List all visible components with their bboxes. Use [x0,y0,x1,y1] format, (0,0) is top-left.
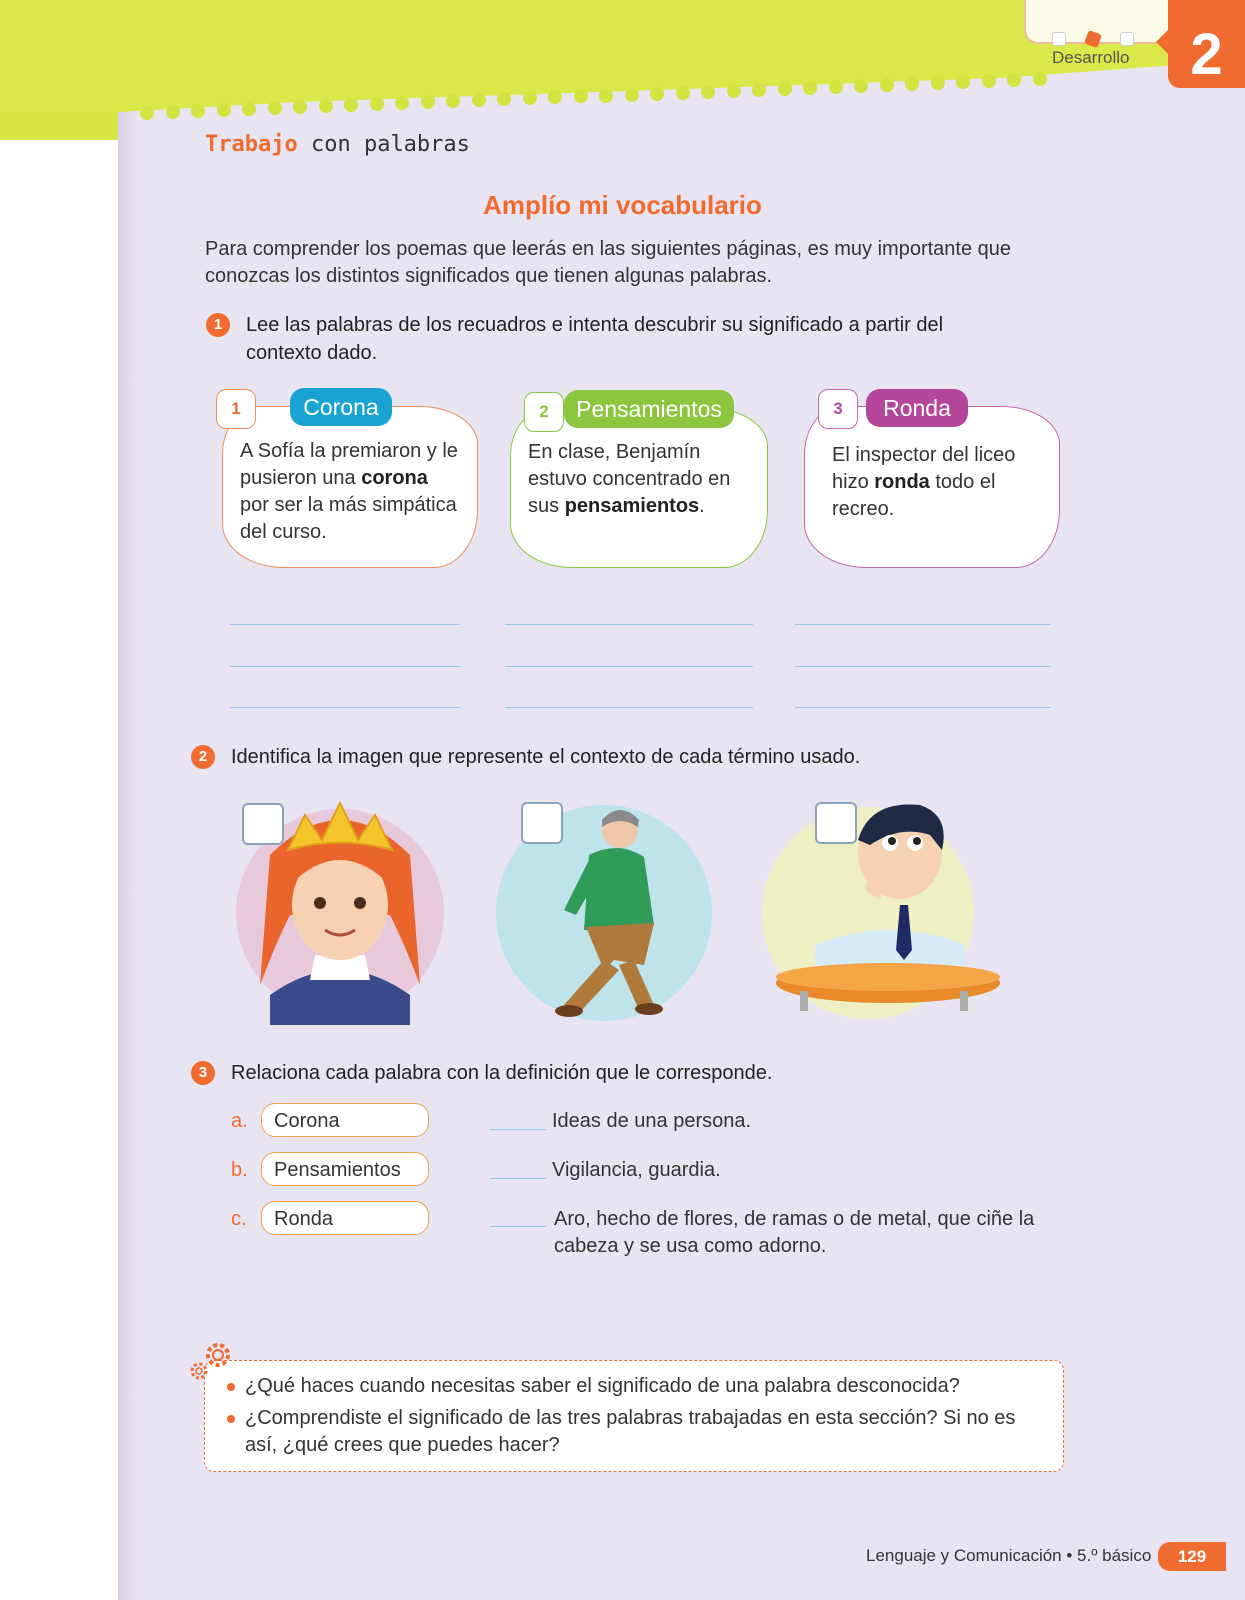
answer-line[interactable] [795,707,1051,708]
notebook-hole [421,95,435,109]
notebook-hole [370,97,384,111]
notebook-hole [829,80,843,94]
chapter-notch [1156,30,1168,54]
tab-dot [1052,32,1066,46]
section-title-bold: Trabajo [205,132,298,157]
reflection-item: ¿Comprendiste el significado de las tres palabras trabajadas en esta sección? Si no es así, ¿qué crees que puedes hacer? [229,1405,1049,1459]
sheet-edge [118,40,136,1600]
tab-dot [1120,32,1134,46]
notebook-hole [523,91,537,105]
notebook-hole [854,79,868,93]
answer-line[interactable] [230,666,460,667]
intro-paragraph: Para comprender los poemas que leerás en las siguientes páginas, es muy importante que conozcas los distintos significados que tienen algunas palabras. [205,238,1012,287]
section-label: Desarrollo [1052,48,1130,67]
card-number: 3 [818,389,858,429]
question-number: 2 [191,745,215,769]
notebook-hole [650,87,664,101]
notebook-hole [803,81,817,95]
question-text: Relaciona cada palabra con la definición que le corresponde. [231,1062,773,1084]
item-letter: b. [231,1159,248,1181]
answer-line[interactable] [505,666,753,667]
notebook-hole [727,84,741,98]
answer-line[interactable] [795,624,1051,625]
notebook-hole [1033,72,1047,86]
card-number: 2 [524,392,564,432]
notebook-hole [574,89,588,103]
word-pill-ronda: Ronda [261,1201,429,1235]
definition-text: Vigilancia, guardia. [552,1159,721,1181]
notebook-hole [268,101,282,115]
answer-line[interactable] [505,707,753,708]
notebook-hole [625,88,639,102]
notebook-hole [701,85,715,99]
card-number: 1 [216,389,256,429]
notebook-hole [676,86,690,100]
notebook-hole [599,89,613,103]
answer-line[interactable] [505,624,753,625]
page-title: Amplío mi vocabulario [483,190,762,220]
notebook-hole [752,83,766,97]
image-checkbox-3[interactable] [815,802,857,844]
notebook-hole [166,105,180,119]
notebook-hole [982,74,996,88]
answer-line[interactable] [795,666,1051,667]
notebook-hole [956,75,970,89]
section-title-rest: con palabras [310,132,470,157]
definition-text: Ideas de una persona. [552,1110,752,1132]
notebook-hole [880,78,894,92]
notebook-hole [140,106,154,120]
match-answer-line[interactable] [490,1129,546,1130]
image-checkbox-2[interactable] [521,802,563,844]
notebook-hole [905,77,919,91]
word-pill-corona: Corona [261,1103,429,1137]
match-answer-line[interactable] [490,1178,546,1179]
definition-text: Aro, hecho de flores, de ramas o de metal, que ciñe la cabeza y se usa como adorno. [554,1208,1035,1257]
item-letter: a. [231,1110,248,1132]
notebook-hole [1007,73,1021,87]
match-answer-line[interactable] [490,1226,546,1227]
word-tag-corona: Corona [290,388,392,426]
boy-thinking-illustration [760,795,990,1025]
page-number: 129 [1158,1542,1226,1571]
section-title [205,132,470,157]
notebook-hole [217,103,231,117]
question-number: 3 [191,1061,215,1085]
item-letter: c. [231,1208,247,1230]
gears-icon [188,1340,236,1384]
card-text: El inspector del liceo hizo ronda todo el recreo. [832,444,1016,520]
chapter-number: 2 [1168,0,1245,88]
word-tag-pensamientos: Pensamientos [564,390,734,428]
notebook-hole [242,102,256,116]
reflection-box [204,1360,1064,1472]
answer-line[interactable] [230,707,460,708]
word-pill-pensamientos: Pensamientos [261,1152,429,1186]
notebook-hole [931,76,945,90]
question-text: Identifica la imagen que represente el contexto de cada término usado. [231,746,861,768]
answer-line[interactable] [230,624,460,625]
footer-subject: Lenguaje y Comunicación • 5.º básico [866,1546,1152,1565]
question-number: 1 [206,313,230,337]
notebook-hole [319,99,333,113]
notebook-hole [191,104,205,118]
word-tag-ronda: Ronda [866,389,968,427]
notebook-hole [472,93,486,107]
reflection-item: ¿Qué haces cuando necesitas saber el significado de una palabra desconocida? [229,1373,1049,1400]
card-text: En clase, Benjamín estuvo concentrado en sus pensamientos. [528,441,731,517]
notebook-hole [778,82,792,96]
question-text: Lee las palabras de los recuadros e intenta descubrir su significado a partir del contexto dado. [246,314,944,364]
image-checkbox-1[interactable] [242,803,284,845]
card-text: A Sofía la premiaron y le pusieron una corona por ser la más simpática del curso. [240,440,458,543]
